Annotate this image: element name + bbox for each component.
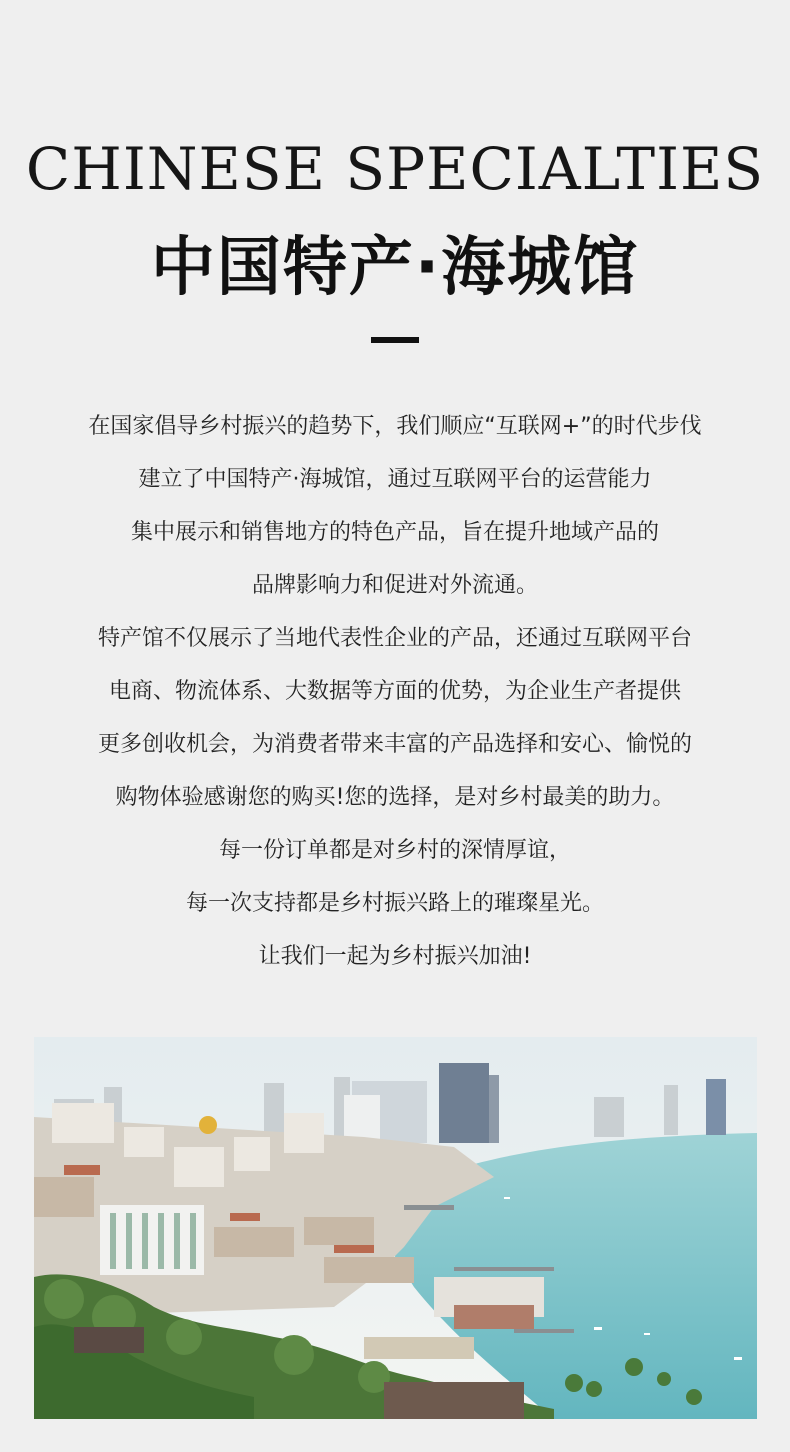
title-divider: [371, 337, 419, 343]
intro-line: 每一次支持都是乡村振兴路上的璀璨星光。: [185, 891, 604, 916]
intro-line: 每一份订单都是对乡村的深情厚谊，: [218, 838, 571, 863]
title-english: CHINESE SPECIALTIES: [25, 135, 765, 203]
title-chinese: 中国特产·海城馆: [150, 231, 640, 305]
coastal-city-photo: [34, 1037, 757, 1419]
intro-line: 购物体验感谢您的购买!您的选择，是对乡村最美的助力。: [115, 785, 675, 810]
intro-line: 品牌影响力和促进对外流通。: [251, 573, 538, 598]
intro-line: 在国家倡导乡村振兴的趋势下，我们顺应“互联网+”的时代步伐: [88, 414, 702, 439]
intro-text: [20, 400, 770, 983]
intro-line: 电商、物流体系、大数据等方面的优势，为企业生产者提供: [108, 679, 681, 704]
intro-line: 建立了中国特产·海城馆，通过互联网平台的运营能力: [138, 467, 652, 492]
intro-line: 特产馆不仅展示了当地代表性企业的产品，还通过互联网平台: [97, 626, 692, 651]
intro-line: 让我们一起为乡村振兴加油!: [258, 944, 532, 969]
intro-line: 更多创收机会，为消费者带来丰富的产品选择和安心、愉悦的: [97, 732, 692, 757]
intro-line: 集中展示和销售地方的特色产品，旨在提升地域产品的: [130, 520, 659, 545]
